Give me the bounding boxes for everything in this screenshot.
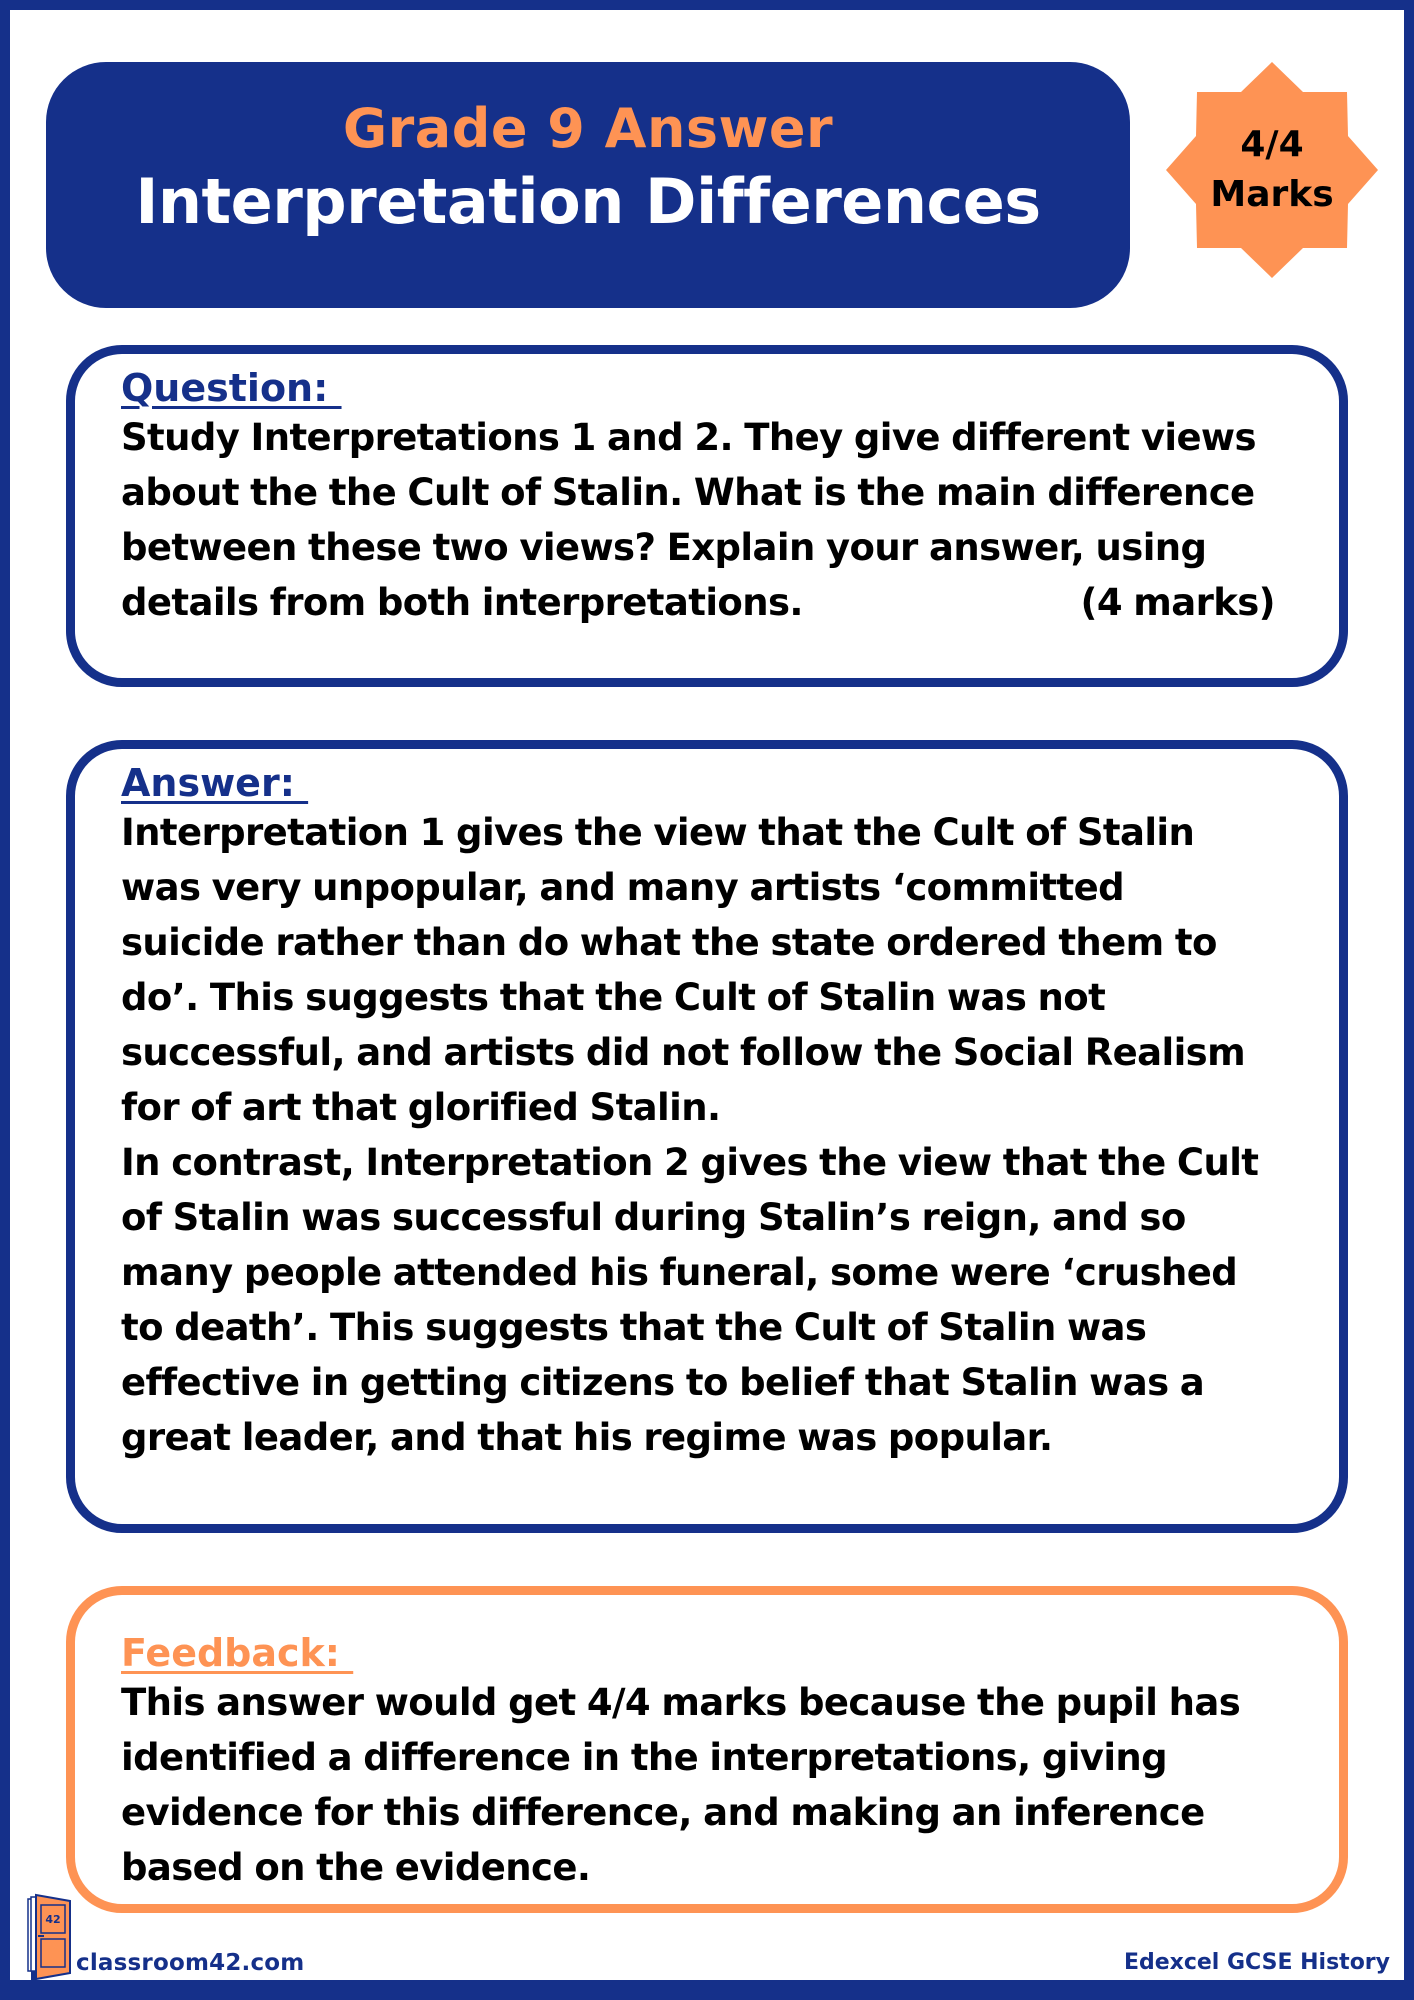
answer-line: for of art that glorified Stalin. — [121, 1086, 721, 1129]
answer-line: Interpretation 1 gives the view that the Cult of Stalin — [121, 811, 1195, 854]
answer-line: great leader, and that his regime was popular. — [121, 1416, 1053, 1459]
question-line: Study Interpretations 1 and 2. They give different views — [121, 416, 1256, 459]
feedback-line: based on the evidence. — [121, 1846, 591, 1889]
site-link[interactable]: classroom42.com — [76, 1950, 305, 1976]
question-card — [66, 345, 1348, 687]
answer-heading: Answer: — [121, 761, 309, 805]
feedback-text — [121, 1675, 1299, 1895]
question-line — [121, 575, 1299, 630]
feedback-card — [66, 1586, 1348, 1913]
feedback-line: This answer would get 4/4 marks because the pupil has — [121, 1681, 1241, 1724]
svg-text:42: 42 — [45, 1913, 61, 1926]
answer-card — [66, 740, 1348, 1533]
answer-line: of Stalin was successful during Stalin’s reign, and so — [121, 1196, 1186, 1239]
answer-line: successful, and artists did not follow the Social Realism — [121, 1031, 1246, 1074]
page-title: Interpretation Differences — [135, 165, 1041, 238]
answer-line: many people attended his funeral, some were ‘crushed — [121, 1251, 1238, 1294]
course-label: Edexcel GCSE History — [1123, 1950, 1390, 1975]
answer-line: do’. This suggests that the Cult of Stalin was not — [121, 976, 1106, 1019]
answer-line: In contrast, Interpretation 2 gives the view that the Cult — [121, 1141, 1259, 1184]
header-banner — [46, 62, 1130, 308]
feedback-heading: Feedback: — [121, 1631, 354, 1675]
question-heading: Question: — [121, 366, 342, 410]
question-line-text: details from both interpretations. — [121, 581, 803, 624]
badge-score: 4/4 — [1240, 124, 1304, 165]
answer-line: was very unpopular, and many artists ‘committed — [121, 866, 1125, 909]
answer-line: suicide rather than do what the state ordered them to — [121, 921, 1217, 964]
feedback-line: evidence for this difference, and making an inference — [121, 1791, 1205, 1834]
question-line: between these two views? Explain your answer, using — [121, 526, 1207, 569]
question-line: about the the Cult of Stalin. What is the main difference — [121, 471, 1255, 514]
grade-label: Grade 9 Answer — [342, 97, 834, 160]
answer-line: to death’. This suggests that the Cult of Stalin was — [121, 1306, 1147, 1349]
marks-badge — [1166, 62, 1378, 278]
badge-label: Marks — [1210, 174, 1334, 215]
answer-text — [121, 805, 1299, 1465]
question-marks: (4 marks) — [1080, 581, 1275, 624]
answer-line: effective in getting citizens to belief that Stalin was a — [121, 1361, 1205, 1404]
question-text — [121, 410, 1299, 630]
classroom42-door-logo-icon — [26, 1893, 74, 1985]
feedback-line: identified a difference in the interpretations, giving — [121, 1736, 1168, 1779]
